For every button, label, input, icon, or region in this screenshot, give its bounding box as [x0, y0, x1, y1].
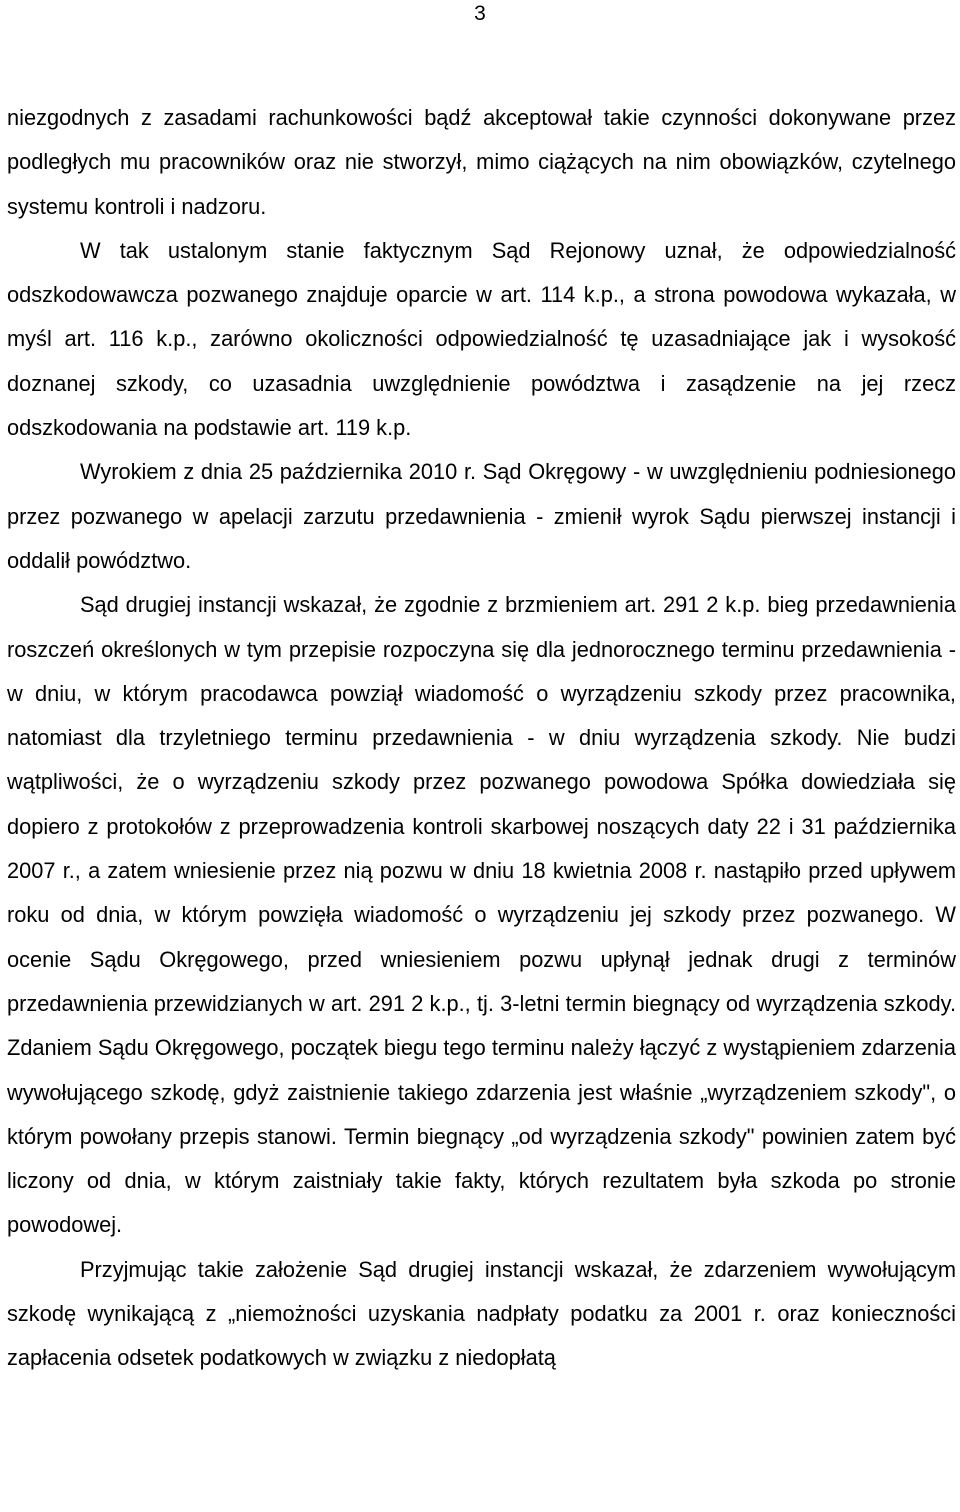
paragraph-continuation: niezgodnych z zasadami rachunkowości bądź akceptował takie czynności dokonywane przez podległych mu pracowników oraz nie stworzył, mimo ciążących na nim obowiązków, czytelnego systemu kontroli i nadzoru.: [7, 105, 956, 219]
paragraph-damage-event: Przyjmując takie założenie Sąd drugiej instancji wskazał, że zdarzeniem wywołującym szkodę wynikającą z „niemożności uzyskania nadpłaty podatku za 2001 r. oraz konieczności zapłacenia odsetek podatkowych w związku z niedopłatą: [7, 1256, 956, 1371]
paragraph-appeal-judgment: Wyrokiem z dnia 25 października 2010 r. Sąd Okręgowy - w uwzględnieniu podniesionego przez pozwanego w apelacji zarzutu przedawnienia - zmienił wyrok Sądu pierwszej instancji i oddalił powództwo.: [7, 459, 956, 573]
paragraph-limitation-reasoning: Sąd drugiej instancji wskazał, że zgodnie z brzmieniem art. 291 2 k.p. bieg przedawnienia roszczeń określonych w tym przepisie rozpoczyna się dla jednorocznego terminu przedawnienia - w dniu, w którym pracodawca powziął wiadomość o wyrządzeniu szkody przez pracownika, natomiast dla trzyletniego terminu przedawnienia - w dniu wyrządzenia szkody. Nie budzi wątpliwości, że o wyrządzeniu szkody przez pozwanego powodowa Spółka dowiedziała się dopiero z protokołów z przeprowadzenia kontroli skarbowej noszących daty 22 i 31 października 2007 r., a zatem wniesienie przez nią pozwu w dniu 18 kwietnia 2008 r. nastąpiło przed upływem roku od dnia, w którym powzięła wiadomość o wyrządzeniu jej szkody przez pozwanego. W ocenie Sądu Okręgowego, przed wniesieniem pozwu upłynął jednak drugi z terminów przedawnienia przewidzianych w art. 291 2 k.p., tj. 3-letni termin biegnący od wyrządzenia szkody. Zdaniem Sądu Okręgowego, początek biegu tego terminu należy łączyć z wystąpieniem zdarzenia wywołującego szkodę, gdyż zaistnienie takiego zdarzenia jest właśnie „wyrządzeniem szkody", o którym powołany przepis stanowi. Termin biegnący „od wyrządzenia szkody" powinien zatem być liczony od dnia, w którym zaistniały takie fakty, których rezultatem była szkoda po stronie powodowej.: [7, 592, 956, 1238]
paragraph-first-instance-ruling: W tak ustalonym stanie faktycznym Sąd Rejonowy uznał, że odpowiedzialność odszkodowawcza pozwanego znajduje oparcie w art. 114 k.p., a strona powodowa wykazała, w myśl art. 116 k.p., zarówno okoliczności odpowiedzialność tę uzasadniające jak i wysokość doznanej szkody, co uzasadnia uwzględnienie powództwa i zasądzenie na jej rzecz odszkodowania na podstawie art. 119 k.p.: [7, 237, 956, 441]
page-number: 3: [474, 2, 486, 25]
document-body: [7, 96, 956, 1381]
